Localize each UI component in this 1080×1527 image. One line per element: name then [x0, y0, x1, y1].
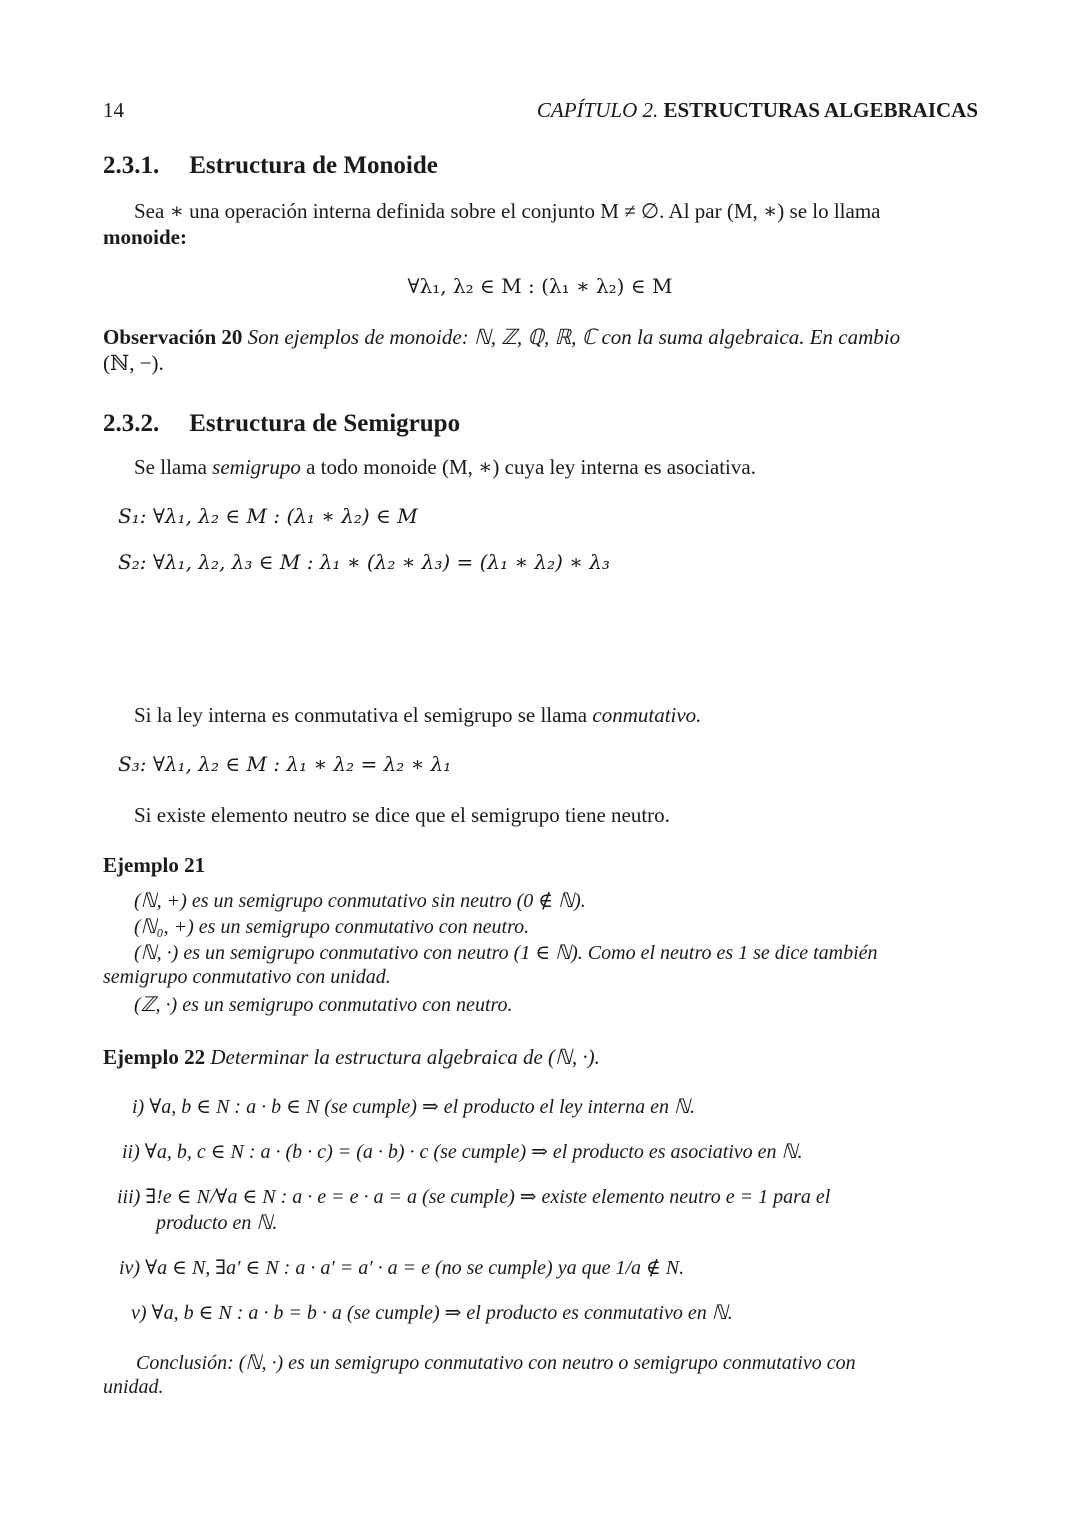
- conclusion-line2: unidad.: [103, 1376, 164, 1398]
- section-title: Estructura de Monoide: [189, 152, 438, 179]
- conmutativo-term: conmutativo.: [592, 703, 702, 727]
- ejemplo-21-line: semigrupo conmutativo con unidad.: [103, 966, 391, 988]
- monoide-intro-line2: monoide:: [103, 225, 187, 249]
- ejemplo-21-line: (ℤ, ·) es un semigrupo conmutativo con neutro.: [134, 994, 513, 1016]
- section-heading-monoide: [103, 152, 438, 180]
- running-header: [537, 98, 978, 123]
- ejemplo-21-label: Ejemplo 21: [103, 853, 206, 877]
- ejemplo-22-item-iii-cont: producto en ℕ.: [156, 1212, 278, 1234]
- axiom-s3: S₃: ∀λ₁, λ₂ ∈ M : λ₁ ∗ λ₂ = λ₂ ∗ λ₁: [118, 752, 452, 776]
- observation-text: Son ejemplos de monoide: ℕ, ℤ, ℚ, ℝ, ℂ con la suma algebraica. En cambio: [247, 325, 901, 349]
- ejemplo-22-statement: Determinar la estructura algebraica de (ℕ, ·).: [210, 1045, 600, 1069]
- observation-label: Observación 20: [103, 325, 243, 349]
- monoide-intro-line1: Sea ∗ una operación interna definida sobre el conjunto M ≠ ∅. Al par (M, ∗) se lo llama: [134, 199, 881, 223]
- ejemplo-21-line: (ℕ₀, +) es un semigrupo conmutativo con neutro.: [134, 916, 530, 938]
- observation-20: [103, 324, 900, 350]
- section-title: Estructura de Semigrupo: [189, 410, 461, 437]
- monoide-formula: ∀λ₁, λ₂ ∈ M : (λ₁ ∗ λ₂) ∈ M: [407, 274, 673, 298]
- ejemplo-22-label: Ejemplo 22: [103, 1045, 206, 1069]
- observation-text-line2: (ℕ, −).: [103, 351, 164, 375]
- conclusion-line1: Conclusión: (ℕ, ·) es un semigrupo conmutativo con neutro o semigrupo conmutativo con: [136, 1352, 856, 1374]
- ejemplo-22-item-iv: iv) ∀a ∈ N, ∃a′ ∈ N : a · a′ = a′ · a = e (no se cumple) ya que 1/a ∉ N.: [119, 1257, 685, 1279]
- chapter-prefix: CAPÍTULO 2.: [536, 98, 659, 122]
- ejemplo-22-item-v: v) ∀a, b ∈ N : a · b = b · a (se cumple) ⇒ el producto es conmutativo en ℕ.: [131, 1302, 733, 1324]
- axiom-s2: S₂: ∀λ₁, λ₂, λ₃ ∈ M : λ₁ ∗ (λ₂ ∗ λ₃) = (λ₁ ∗ λ₂) ∗ λ₃: [118, 550, 610, 574]
- page-number: 14: [103, 98, 124, 122]
- semigrupo-definition: Se llama semigrupo a todo monoide (M, ∗) cuya ley interna es asociativa.: [134, 455, 756, 479]
- section-number: 2.3.1.: [103, 152, 160, 179]
- semigrupo-term: semigrupo: [212, 455, 301, 479]
- ejemplo-22-item-ii: ii) ∀a, b, c ∈ N : a · (b · c) = (a · b) · c (se cumple) ⇒ el producto es asociativo en ℕ.: [122, 1141, 803, 1163]
- ejemplo-22-heading: [103, 1044, 600, 1070]
- ejemplo-22-item-i: i) ∀a, b ∈ N : a · b ∈ N (se cumple) ⇒ el producto el ley interna en ℕ.: [132, 1096, 696, 1118]
- chapter-title: ESTRUCTURAS ALGEBRAICAS: [663, 98, 978, 122]
- neutro-text: Si existe elemento neutro se dice que el semigrupo tiene neutro.: [134, 803, 670, 827]
- section-number: 2.3.2.: [103, 410, 160, 437]
- ejemplo-21-line: (ℕ, ·) es un semigrupo conmutativo con neutro (1 ∈ ℕ). Como el neutro es 1 se dice también: [134, 942, 878, 964]
- ejemplo-22-item-iii: iii) ∃!e ∈ N/∀a ∈ N : a · e = e · a = a (se cumple) ⇒ existe elemento neutro e = 1 para el: [117, 1186, 831, 1208]
- axiom-s1: S₁: ∀λ₁, λ₂ ∈ M : (λ₁ ∗ λ₂) ∈ M: [118, 504, 418, 528]
- ejemplo-21-line: (ℕ, +) es un semigrupo conmutativo sin neutro (0 ∉ ℕ).: [134, 890, 586, 912]
- section-heading-semigrupo: [103, 410, 460, 438]
- conmutativo-definition: Si la ley interna es conmutativa el semigrupo se llama conmutativo.: [134, 703, 702, 727]
